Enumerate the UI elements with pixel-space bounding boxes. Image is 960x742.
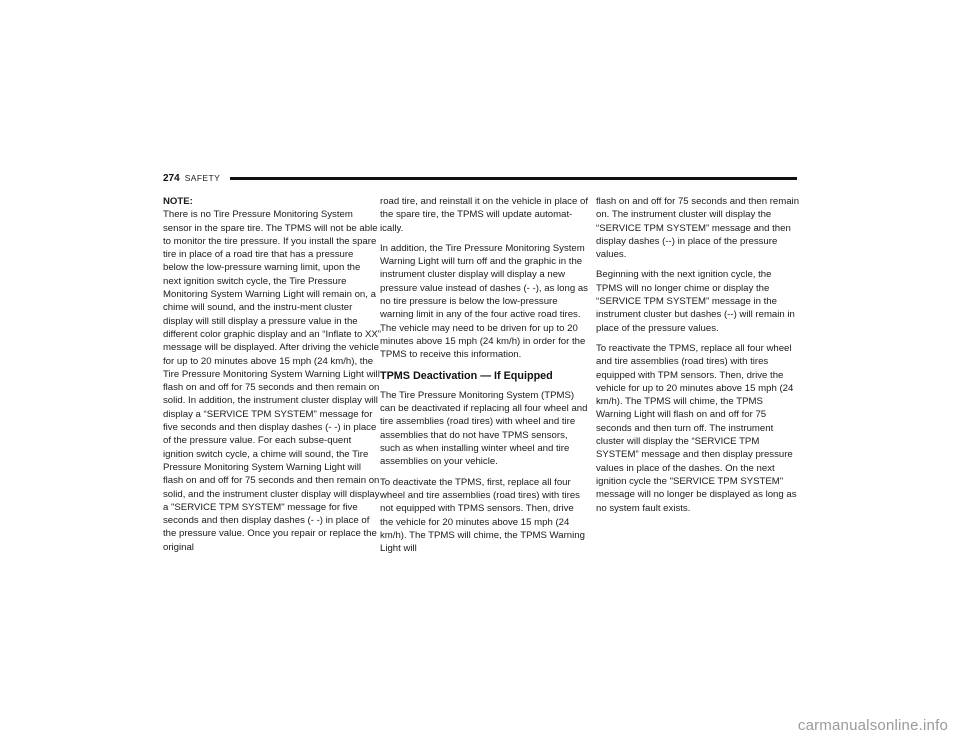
- note-paragraph: [163, 195, 381, 554]
- column-2: [380, 195, 588, 562]
- paragraph: To reactivate the TPMS, replace all four wheel and tire assemblies (road tires) with tires equipped with TPM sensors. Then, drive the vehicle for up to 20 minutes above 15 mph (24 km/h). The TPMS will chime, the TPMS Warning Light will flash on and off for 75 seconds and then turn off. The instrument cluster will display the “SERVICE TPM SYSTEM” message and then display pressure values in place of the dashes. On the next ignition cycle the "SERVICE TPM SYSTEM" message will no longer be displayed as long as no system fault exists.: [596, 342, 797, 514]
- section-heading: TPMS Deactivation — If Equipped: [380, 369, 553, 382]
- page-header: [163, 170, 797, 186]
- paragraph: To deactivate the TPMS, first, replace all four wheel and tire assemblies (road tires) with tires not equipped with TPMS sensors. Then, drive the vehicle for 20 minutes above 15 mph (24 km/h). The TPMS will chime, the TPMS Warning Light will: [380, 476, 585, 555]
- paragraph: flash on and off for 75 seconds and then remain on. The instrument cluster will display the “SERVICE TPM SYSTEM” message and then display dashes (--) in place of the pressure values.: [596, 196, 800, 261]
- note-text: There is no Tire Pressure Monitoring System sensor in the spare tire. The TPMS will not be able to monitor the tire pressure. If you install the spare tire in place of a road tire that has a pressure below the low-pressure warning limit, upon the next ignition switch cycle, the Tire Pressure Monitoring System Warning Light will remain on, a chime will sound, and the instru-ment cluster display will still display a pressure value in the different color graphic display and an “Inflate to XX” message will be displayed. After driving the vehicle for up to 20 minutes above 15 mph (24 km/h), the Tire Pressure Monitoring System Warning Light will flash on and off for 75 seconds and then remain on solid. In addition, the instrument cluster display will display a “SERVICE TPM SYSTEM" message for five seconds and then display dashes (- -) in place of the pressure value. For each subse-quent ignition switch cycle, a chime will sound, the Tire Pressure Monitoring System Warning Light will flash on and off for 75 seconds and then remain on solid, and the instrument cluster display will display a "SERVICE TPM SYSTEM" message for five seconds and then display dashes (- -) in place of the pressure value. Once you repair or replace the original: [163, 209, 381, 553]
- paragraph: The Tire Pressure Monitoring System (TPMS) can be deactivated if replacing all four wheel and tire assemblies (road tires) with wheel and tire assemblies that do not have TPMS sensors, such as when installing winter wheel and tire assemblies on your vehicle.: [380, 389, 588, 468]
- page-number: 274: [163, 172, 180, 184]
- paragraph: In addition, the Tire Pressure Monitoring System Warning Light will turn off and the graphic in the instrument cluster display will display a new pressure value instead of dashes (- -), as long as no tire pressure is below the low-pressure warning limit in any of the four active road tires. The vehicle may need to be driven for up to 20 minutes above 15 mph (24 km/h) in order for the TPMS to receive this information.: [380, 242, 588, 361]
- paragraph: road tire, and reinstall it on the vehicle in place of the spare tire, the TPMS will update automat-ically.: [380, 196, 588, 234]
- watermark: carmanualsonline.info: [797, 717, 948, 734]
- column-3: [596, 195, 800, 522]
- note-label: NOTE:: [163, 196, 193, 207]
- header-rule: [230, 177, 797, 180]
- paragraph: Beginning with the next ignition cycle, the TPMS will no longer chime or display the “SERVICE TPM SYSTEM” message in the instrument cluster but dashes (--) will remain in place of the pressure values.: [596, 269, 795, 334]
- column-1: [163, 195, 381, 561]
- section-title: SAFETY: [184, 173, 221, 183]
